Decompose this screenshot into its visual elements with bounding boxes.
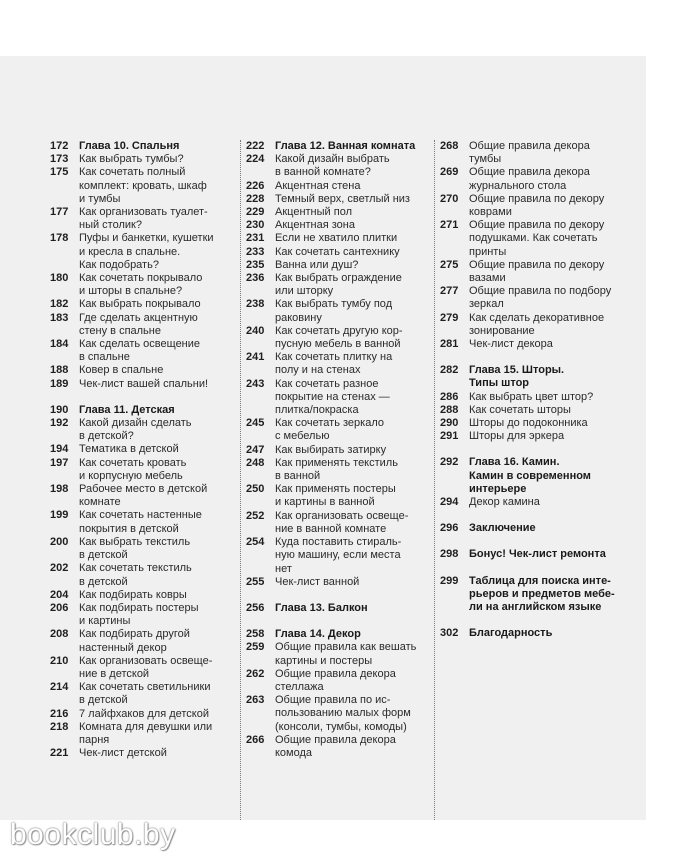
toc-page-number: 204 bbox=[50, 588, 69, 601]
toc-title: Как подбирать другой настенный декор bbox=[79, 628, 190, 654]
toc-page-number: 235 bbox=[246, 258, 265, 271]
toc-page-number: 194 bbox=[50, 443, 69, 456]
toc-entry bbox=[440, 285, 620, 311]
toc-title: Общие правила по декору вазами bbox=[469, 258, 605, 285]
toc-title: Как сочетать разное покрытие на стенах — плитка/покраска bbox=[275, 377, 390, 417]
toc-page-number: 177 bbox=[50, 206, 69, 219]
toc-entry bbox=[50, 166, 228, 206]
toc-page-number: 259 bbox=[246, 641, 265, 654]
toc-title: Общие правила по декору подушками. Как сочетать принты bbox=[469, 219, 605, 258]
toc-entry bbox=[50, 457, 228, 483]
toc-column-3 bbox=[440, 140, 620, 641]
toc-entry bbox=[246, 483, 426, 509]
toc-title: Как организовать освеще- ние в детской bbox=[79, 654, 213, 680]
toc-page-number: 250 bbox=[246, 483, 265, 496]
toc-page-number: 292 bbox=[440, 456, 459, 469]
toc-title: Как сочетать плитку на полу и на стенах bbox=[275, 351, 393, 377]
toc-entry bbox=[50, 312, 228, 338]
toc-chapter-entry bbox=[246, 628, 426, 641]
toc-entry bbox=[246, 206, 426, 219]
toc-page-number: 192 bbox=[50, 417, 69, 430]
toc-page-number: 240 bbox=[246, 324, 265, 337]
column-divider bbox=[240, 140, 241, 820]
toc-page-number: 236 bbox=[246, 272, 265, 285]
toc-title: Глава 15. Шторы. Типы штор bbox=[469, 364, 565, 390]
toc-title: Общие правила декора тумбы bbox=[469, 140, 590, 166]
toc-title: Как выбирать затирку bbox=[275, 443, 387, 456]
toc-column-2 bbox=[246, 140, 426, 760]
toc-entry bbox=[246, 694, 426, 734]
toc-title: Как подбирать ковры bbox=[79, 588, 187, 601]
toc-entry bbox=[50, 338, 228, 364]
toc-chapter-entry bbox=[50, 404, 228, 417]
toc-page-number: 266 bbox=[246, 733, 265, 746]
toc-entry bbox=[246, 325, 426, 351]
toc-entry bbox=[246, 668, 426, 694]
toc-entry bbox=[50, 536, 228, 562]
toc-page-number: 241 bbox=[246, 351, 265, 364]
toc-entry bbox=[50, 272, 228, 298]
toc-title: Общие правила по ис- пользованию малых форм (консоли, тумбы, комоды) bbox=[275, 694, 411, 733]
toc-title: Чек-лист вашей спальни! bbox=[79, 377, 209, 390]
watermark: bookclub.by bbox=[10, 818, 176, 851]
toc-page-number: 245 bbox=[246, 417, 265, 430]
toc-entry bbox=[440, 219, 620, 259]
toc-page-number: 180 bbox=[50, 272, 69, 285]
toc-title: Как сочетать сантехнику bbox=[275, 245, 400, 258]
toc-page-number: 270 bbox=[440, 192, 459, 205]
toc-page-number: 178 bbox=[50, 232, 69, 245]
toc-title: Пуфы и банкетки, кушетки и кресла в спальне. Как подобрать? bbox=[79, 232, 214, 271]
toc-title: Как сочетать текстиль в детской bbox=[79, 562, 192, 588]
toc-entry bbox=[50, 562, 228, 588]
toc-page-number: 277 bbox=[440, 285, 459, 298]
toc-title: Глава 11. Детская bbox=[79, 403, 175, 416]
toc-page-number: 184 bbox=[50, 338, 69, 351]
toc-title: Как выбрать тумбы? bbox=[79, 153, 184, 166]
toc-title: Глава 13. Балкон bbox=[275, 601, 368, 614]
toc-title: Глава 16. Камин. Камин в современном интерьере bbox=[469, 456, 591, 495]
toc-title: Как выбрать покрывало bbox=[79, 298, 201, 311]
toc-title: 7 лайфхаков для детской bbox=[79, 707, 209, 720]
toc-chapter-entry bbox=[246, 602, 426, 615]
toc-title: Как выбрать тумбу под раковину bbox=[275, 298, 393, 324]
toc-page-number: 233 bbox=[246, 245, 265, 258]
toc-entry bbox=[246, 246, 426, 259]
toc-page-number: 288 bbox=[440, 403, 459, 416]
toc-title: Шторы до подоконника bbox=[469, 417, 588, 430]
toc-title: Как применять текстиль в ванной bbox=[275, 456, 398, 483]
toc-title: Как сделать освещение в спальне bbox=[79, 338, 201, 364]
toc-title: Рабочее место в детской комнате bbox=[79, 483, 208, 509]
toc-entry bbox=[440, 404, 620, 417]
toc-page-number: 247 bbox=[246, 443, 265, 456]
toc-entry bbox=[50, 681, 228, 707]
toc-entry bbox=[246, 219, 426, 232]
toc-entry bbox=[50, 298, 228, 311]
toc-entry bbox=[246, 378, 426, 418]
toc-page-number: 208 bbox=[50, 628, 69, 641]
toc-entry bbox=[246, 641, 426, 667]
toc-title: Комната для девушки или парня bbox=[79, 720, 213, 746]
toc-page-number: 183 bbox=[50, 311, 69, 324]
toc-entry bbox=[246, 457, 426, 483]
toc-page-number: 231 bbox=[246, 232, 265, 245]
toc-page-number: 262 bbox=[246, 667, 265, 680]
toc-page-number: 269 bbox=[440, 166, 459, 179]
toc-entry bbox=[246, 444, 426, 457]
toc-title: Бонус! Чек-лист ремонта bbox=[469, 548, 606, 561]
toc-title: Глава 14. Декор bbox=[275, 628, 361, 641]
toc-page-number: 263 bbox=[246, 694, 265, 707]
toc-title: Общие правила как вешать картины и постеры bbox=[275, 641, 417, 667]
toc-entry bbox=[440, 391, 620, 404]
toc-page-number: 271 bbox=[440, 219, 459, 232]
toc-title: Чек-лист ванной bbox=[275, 575, 360, 588]
toc-entry bbox=[246, 232, 426, 245]
toc-title: Общие правила декора комода bbox=[275, 733, 396, 759]
toc-title: Как сочетать полный комплект: кровать, шкаф и тумбы bbox=[79, 166, 207, 205]
toc-page-number: 279 bbox=[440, 311, 459, 324]
toc-title: Чек-лист детской bbox=[79, 747, 167, 760]
toc-title: Если не хватило плитки bbox=[275, 232, 398, 245]
toc-entry bbox=[50, 232, 228, 272]
toc-page-number: 175 bbox=[50, 166, 69, 179]
toc-title: Декор камина bbox=[469, 496, 540, 509]
toc-title: Куда поставить стираль- ную машину, если места нет bbox=[275, 536, 402, 575]
toc-title: Ванна или душ? bbox=[275, 258, 359, 271]
toc-entry bbox=[50, 153, 228, 166]
toc-title: Темный верх, светлый низ bbox=[275, 192, 410, 205]
toc-title: Какой дизайн сделать в детской? bbox=[79, 417, 192, 443]
toc-page-number: 197 bbox=[50, 456, 69, 469]
toc-title: Шторы для эркера bbox=[469, 430, 565, 443]
toc-chapter-entry bbox=[50, 140, 228, 153]
toc-page-number: 228 bbox=[246, 192, 265, 205]
toc-column-1 bbox=[50, 140, 228, 760]
toc-title: Как сочетать светильники в детской bbox=[79, 681, 211, 707]
toc-page-number: 214 bbox=[50, 681, 69, 694]
toc-chapter-entry bbox=[440, 575, 620, 615]
toc-title: Как сочетать шторы bbox=[469, 403, 571, 416]
toc-page-number: 268 bbox=[440, 140, 459, 152]
toc-title: Как выбрать текстиль в детской bbox=[79, 535, 191, 562]
toc-entry bbox=[246, 417, 426, 443]
toc-entry bbox=[50, 747, 228, 760]
toc-page-number: 221 bbox=[50, 747, 69, 760]
toc-title: Глава 12. Ванная комната bbox=[275, 140, 416, 152]
toc-page-number: 188 bbox=[50, 364, 69, 377]
toc-entry bbox=[246, 576, 426, 589]
toc-page-number: 296 bbox=[440, 522, 459, 535]
toc-entry bbox=[440, 417, 620, 430]
toc-title: Как выбрать ограждение или шторку bbox=[275, 272, 402, 298]
toc-title: Как сочетать кровать и корпусную мебель bbox=[79, 456, 187, 482]
toc-title: Как сделать декоративное зонирование bbox=[469, 311, 605, 337]
toc-title: Общие правила декора стеллажа bbox=[275, 667, 396, 693]
toc-page-number: 275 bbox=[440, 258, 459, 271]
toc-page-number: 199 bbox=[50, 509, 69, 522]
toc-entry bbox=[246, 510, 426, 536]
toc-title: Общие правила по декору коврами bbox=[469, 192, 605, 219]
toc-entry bbox=[50, 378, 228, 391]
toc-entry bbox=[50, 417, 228, 443]
toc-chapter-entry bbox=[246, 140, 426, 153]
toc-entry bbox=[246, 536, 426, 576]
toc-page-number: 229 bbox=[246, 206, 265, 219]
toc-title: Как подбирать постеры и картины bbox=[79, 601, 199, 628]
toc-entry bbox=[246, 351, 426, 377]
toc-page-number: 224 bbox=[246, 153, 265, 166]
toc-title: Какой дизайн выбрать в ванной комнате? bbox=[275, 153, 390, 179]
toc-entry bbox=[50, 589, 228, 602]
toc-page-number: 173 bbox=[50, 153, 69, 166]
toc-chapter-entry bbox=[440, 548, 620, 561]
toc-page-number: 298 bbox=[440, 548, 459, 561]
toc-entry bbox=[440, 166, 620, 192]
toc-entry bbox=[50, 602, 228, 628]
toc-entry bbox=[440, 140, 620, 166]
toc-entry bbox=[440, 259, 620, 285]
toc-entry bbox=[50, 443, 228, 456]
toc-page-number: 210 bbox=[50, 654, 69, 667]
book-page bbox=[0, 56, 646, 820]
toc-title: Где сделать акцентную стену в спальне bbox=[79, 311, 198, 337]
toc-title: Глава 10. Спальня bbox=[79, 140, 180, 152]
toc-title: Таблица для поиска инте- рьеров и предметов мебе- ли на английском языке bbox=[469, 574, 615, 614]
toc-page-number: 252 bbox=[246, 509, 265, 522]
toc-page-number: 172 bbox=[50, 140, 69, 152]
toc-entry bbox=[246, 153, 426, 179]
toc-page-number: 286 bbox=[440, 390, 459, 403]
toc-title: Как сочетать настенные покрытия в детской bbox=[79, 509, 202, 535]
toc-page-number: 255 bbox=[246, 575, 265, 588]
toc-page-number: 291 bbox=[440, 430, 459, 443]
toc-entry bbox=[440, 193, 620, 219]
toc-page-number: 256 bbox=[246, 601, 265, 614]
toc-title: Как выбрать цвет штор? bbox=[469, 390, 594, 403]
toc-title: Общие правила декора журнального стола bbox=[469, 166, 590, 192]
toc-page-number: 206 bbox=[50, 601, 69, 614]
toc-title: Как сочетать зеркало с мебелью bbox=[275, 417, 384, 443]
toc-entry bbox=[440, 338, 620, 351]
toc-entry bbox=[50, 628, 228, 654]
toc-entry bbox=[246, 193, 426, 206]
toc-entry bbox=[246, 180, 426, 193]
toc-entry bbox=[440, 496, 620, 509]
toc-entry bbox=[50, 206, 228, 232]
toc-title: Акцентная зона bbox=[275, 219, 355, 232]
toc-page-number: 238 bbox=[246, 298, 265, 311]
toc-page-number: 299 bbox=[440, 574, 459, 587]
toc-entry bbox=[246, 259, 426, 272]
toc-page-number: 302 bbox=[440, 627, 459, 640]
toc-entry bbox=[246, 734, 426, 760]
column-divider bbox=[434, 140, 435, 820]
toc-entry bbox=[440, 312, 620, 338]
toc-page-number: 200 bbox=[50, 535, 69, 548]
toc-title: Заключение bbox=[469, 522, 536, 535]
toc-entry bbox=[50, 364, 228, 377]
toc-chapter-entry bbox=[440, 364, 620, 390]
toc-title: Акцентная стена bbox=[275, 179, 361, 192]
toc-title: Как организовать освеще- ние в ванной комнате bbox=[275, 509, 409, 535]
toc-entry bbox=[50, 721, 228, 747]
toc-page-number: 230 bbox=[246, 219, 265, 232]
toc-title: Акцентный пол bbox=[275, 206, 352, 219]
toc-page-number: 202 bbox=[50, 562, 69, 575]
toc-page-number: 222 bbox=[246, 140, 265, 152]
toc-chapter-entry bbox=[440, 456, 620, 496]
toc-page-number: 182 bbox=[50, 298, 69, 311]
toc-title: Как применять постеры и картины в ванной bbox=[275, 483, 396, 509]
toc-page-number: 282 bbox=[440, 364, 459, 377]
toc-title: Как сочетать другую кор- пусную мебель в ванной bbox=[275, 324, 403, 351]
toc-chapter-entry bbox=[440, 627, 620, 640]
toc-page-number: 198 bbox=[50, 483, 69, 496]
toc-title: Благодарность bbox=[469, 627, 553, 640]
toc-page-number: 243 bbox=[246, 377, 265, 390]
toc-page-number: 290 bbox=[440, 417, 459, 430]
toc-page-number: 226 bbox=[246, 179, 265, 192]
toc-page-number: 216 bbox=[50, 707, 69, 720]
toc-title: Общие правила по подбору зеркал bbox=[469, 285, 612, 311]
toc-entry bbox=[440, 430, 620, 443]
toc-page-number: 294 bbox=[440, 496, 459, 509]
toc-page-number: 190 bbox=[50, 403, 69, 416]
toc-title: Тематика в детской bbox=[79, 443, 179, 456]
toc-chapter-entry bbox=[440, 522, 620, 535]
toc-entry bbox=[246, 298, 426, 324]
toc-page-number: 281 bbox=[440, 338, 459, 351]
toc-page-number: 248 bbox=[246, 456, 265, 469]
toc-title: Ковер в спальне bbox=[79, 364, 164, 377]
toc-entry bbox=[50, 483, 228, 509]
toc-page-number: 254 bbox=[246, 536, 265, 549]
toc-entry bbox=[50, 708, 228, 721]
toc-entry bbox=[50, 655, 228, 681]
toc-page-number: 258 bbox=[246, 628, 265, 641]
toc-page-number: 189 bbox=[50, 377, 69, 390]
toc-entry bbox=[246, 272, 426, 298]
toc-page-number: 218 bbox=[50, 720, 69, 733]
toc-entry bbox=[50, 509, 228, 535]
toc-title: Как организовать туалет- ный столик? bbox=[79, 206, 208, 232]
toc-title: Как сочетать покрывало и шторы в спальне? bbox=[79, 272, 203, 298]
toc-title: Чек-лист декора bbox=[469, 338, 553, 351]
